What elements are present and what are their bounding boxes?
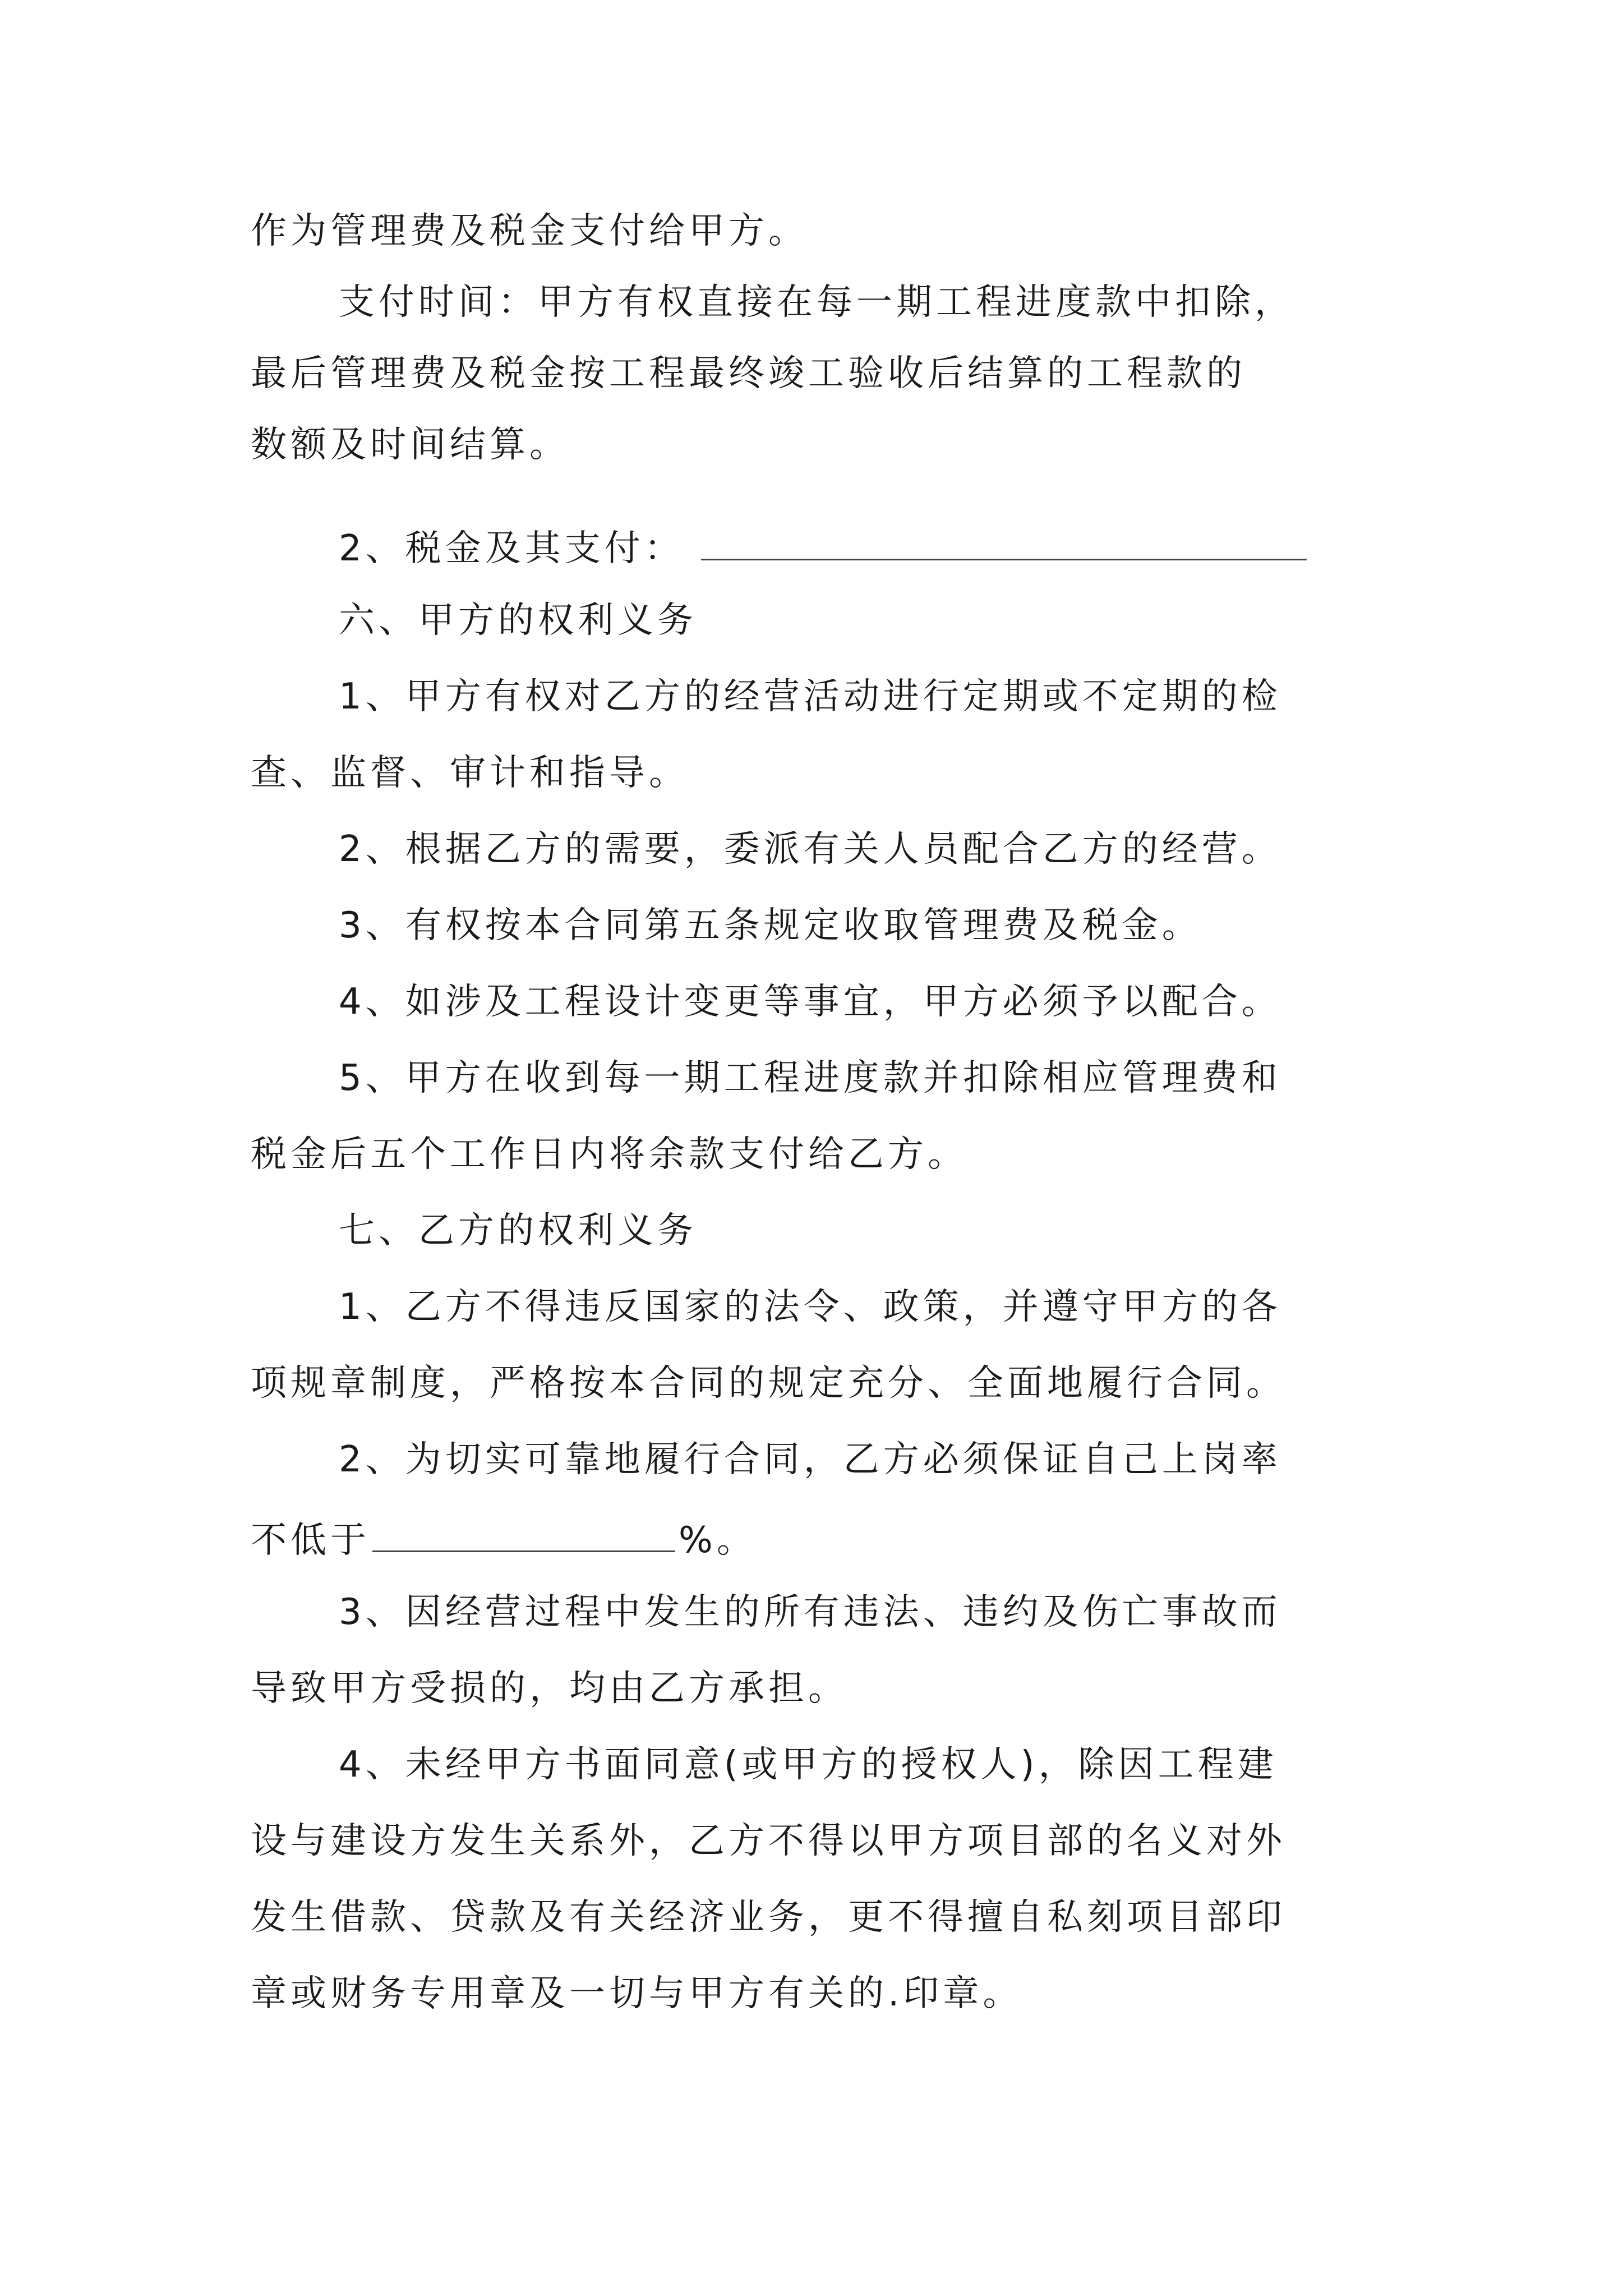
- blank-field-underline: [372, 1513, 675, 1552]
- blank-field-underline: [701, 522, 1307, 560]
- paragraph-line: 最后管理费及税金按工程最终竣工验收后结算的工程款的: [251, 353, 1246, 394]
- section-heading: 六、甲方的权利义务: [339, 600, 697, 641]
- paragraph-line: 1、甲方有权对乙方的经营活动进行定期或不定期的检: [339, 676, 1281, 717]
- paragraph-line: 2、根据乙方的需要，委派有关人员配合乙方的经营。: [339, 829, 1281, 870]
- line-text: 2、税金及其支付：: [339, 528, 684, 569]
- line-text: 不低于: [251, 1520, 370, 1561]
- paragraph-line: 5、甲方在收到每一期工程进度款并扣除相应管理费和: [339, 1057, 1281, 1099]
- paragraph-line: 3、有权按本合同第五条规定收取管理费及税金。: [339, 905, 1202, 946]
- paragraph-line: 查、监督、审计和指导。: [251, 752, 689, 794]
- paragraph-line: 导致甲方受损的，均由乙方承担。: [251, 1668, 848, 1709]
- paragraph-line: 3、因经营过程中发生的所有违法、违约及伤亡事故而: [339, 1591, 1281, 1633]
- paragraph-line: 4、未经甲方书面同意(或甲方的授权人)，除因工程建: [339, 1744, 1278, 1786]
- paragraph-line: 发生借款、贷款及有关经济业务，更不得擅自私刻项目部印: [251, 1897, 1286, 1938]
- paragraph-line: 2、为切实可靠地履行合同，乙方必须保证自己上岗率: [339, 1439, 1281, 1480]
- paragraph-line: [251, 1513, 757, 1563]
- paragraph-line: 章或财务专用章及一切与甲方有关的.印章。: [251, 1973, 1023, 2014]
- paragraph-line: 项规章制度，严格按本合同的规定充分、全面地履行合同。: [251, 1363, 1286, 1404]
- paragraph-line: 支付时间：甲方有权直接在每一期工程进度款中扣除，: [339, 282, 1294, 323]
- paragraph-line: 4、如涉及工程设计变更等事宜，甲方必须予以配合。: [339, 981, 1281, 1023]
- paragraph-line: 1、乙方不得违反国家的法令、政策，并遵守甲方的各: [339, 1286, 1281, 1328]
- paragraph-line: 税金后五个工作日内将余款支付给乙方。: [251, 1134, 967, 1175]
- paragraph-line: 设与建设方发生关系外，乙方不得以甲方项目部的名义对外: [251, 1820, 1286, 1862]
- line-suffix: %。: [679, 1520, 757, 1561]
- paragraph-line: [339, 522, 1307, 571]
- section-heading: 七、乙方的权利义务: [339, 1210, 697, 1251]
- paragraph-line: 数额及时间结算。: [251, 424, 569, 466]
- paragraph-line: 作为管理费及税金支付给甲方。: [251, 210, 808, 252]
